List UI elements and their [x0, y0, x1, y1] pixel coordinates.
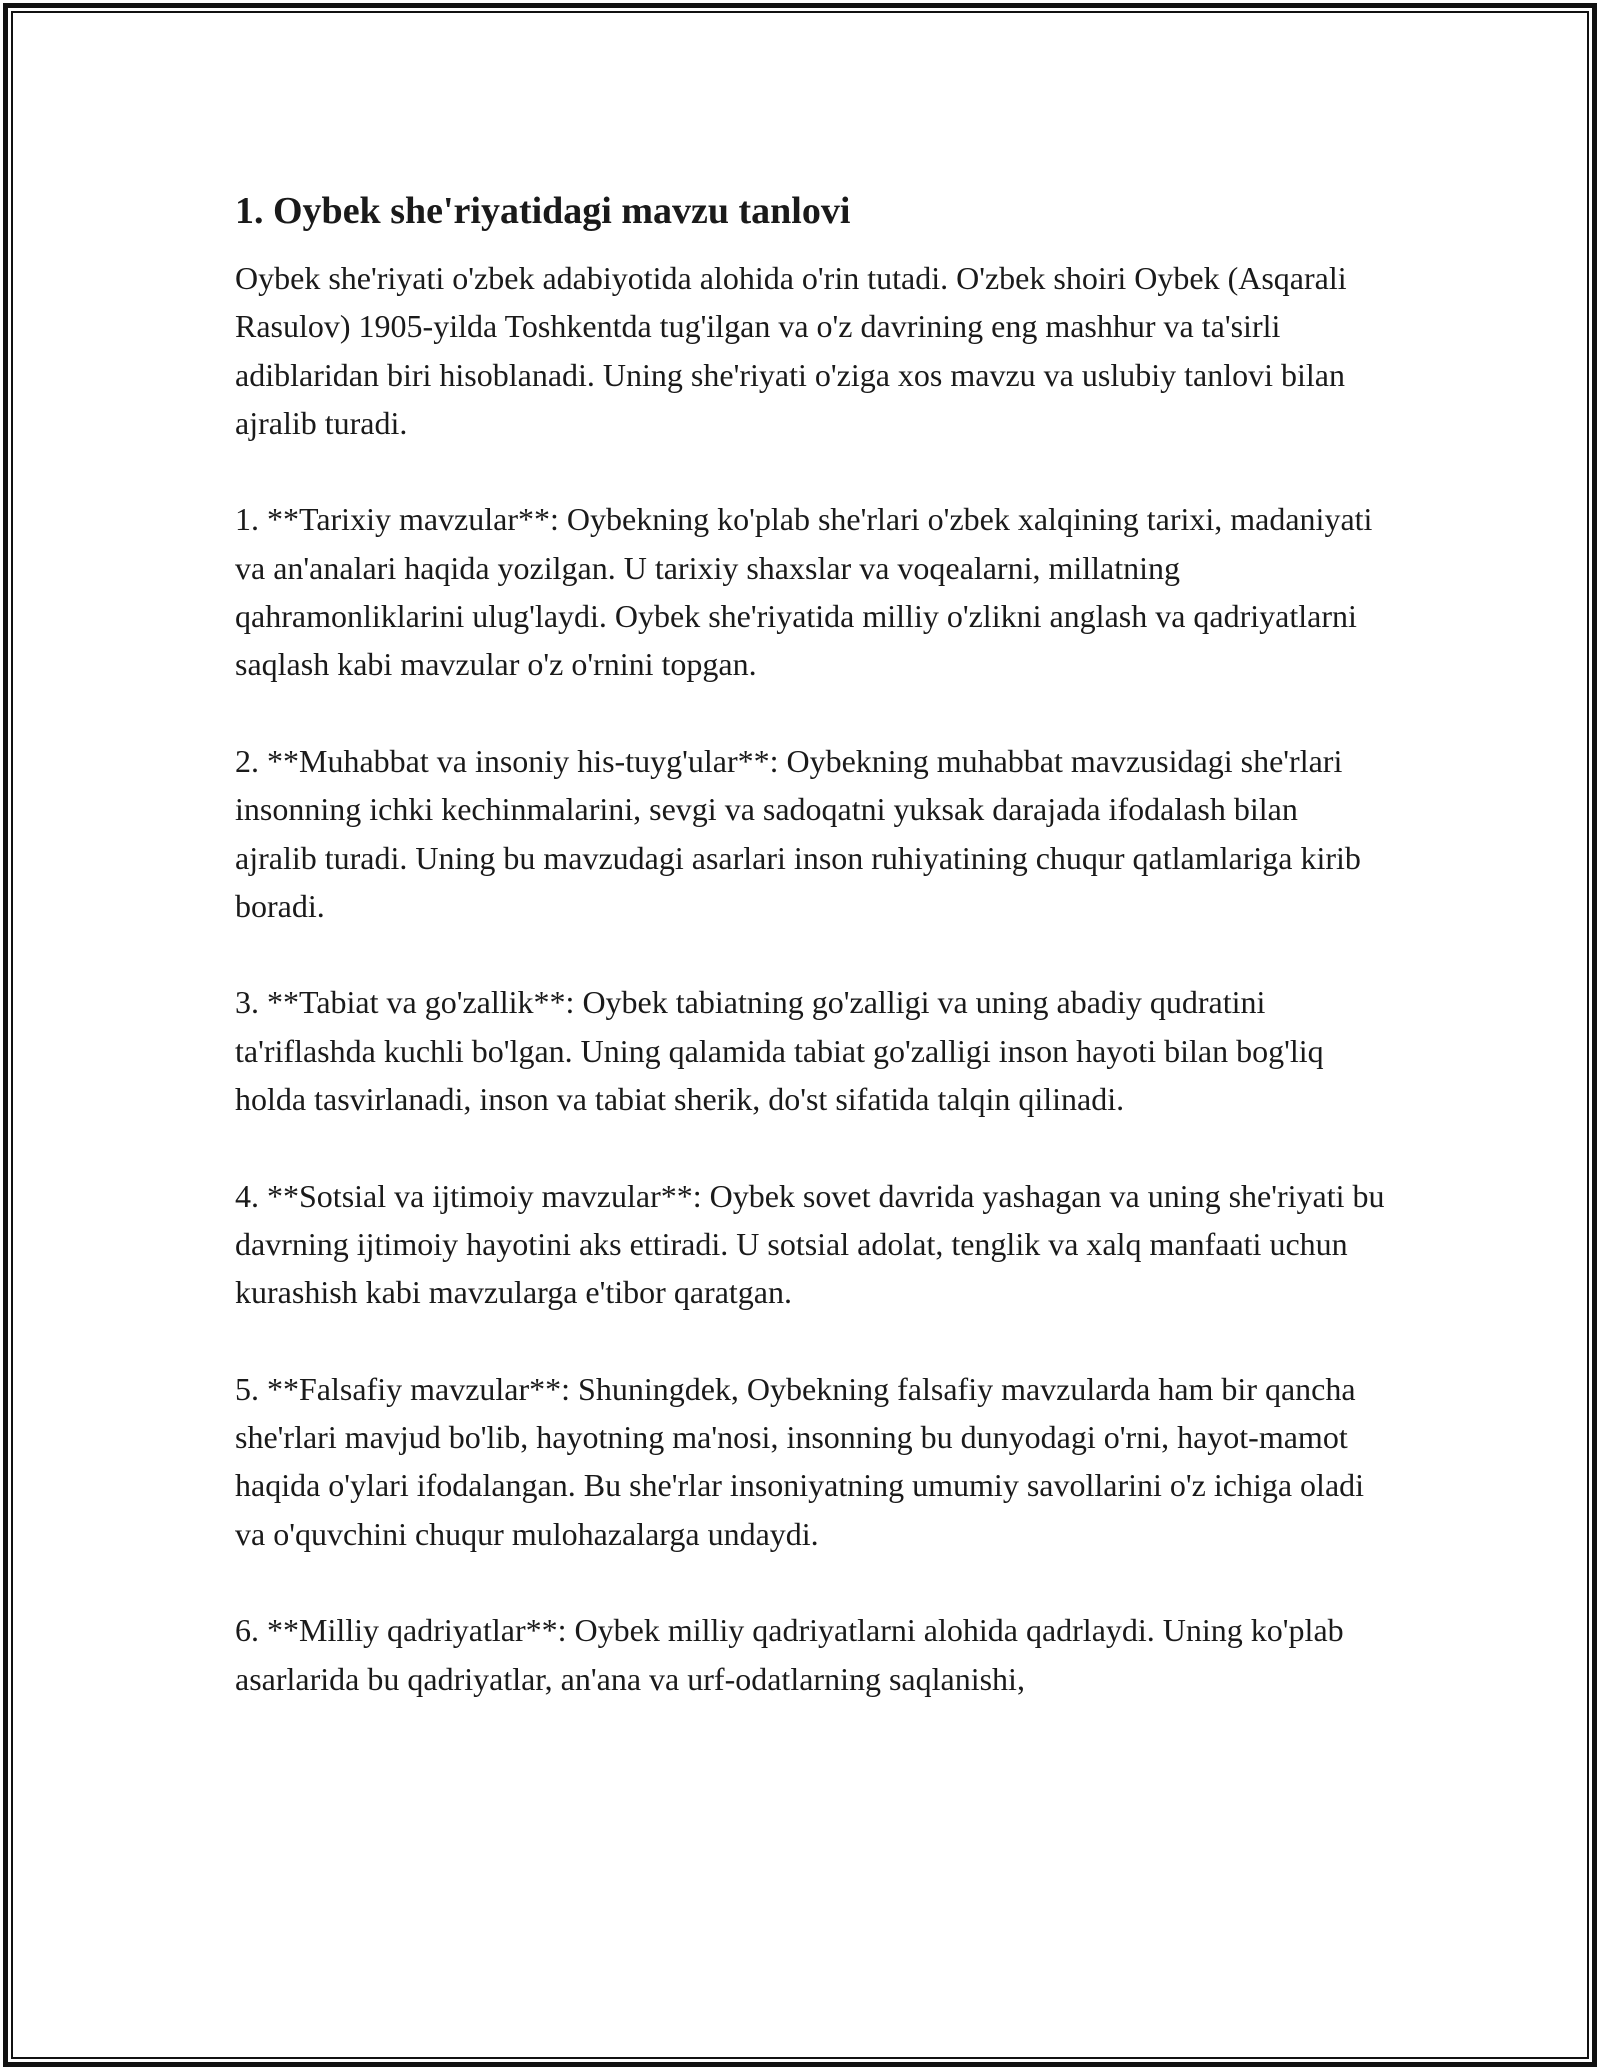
- list-item-philosophical-themes: 5. **Falsafiy mavzular**: Shuningdek, Oybekning falsafiy mavzularda ham bir qancha she'rlari mavjud bo'lib, hayotning ma'nosi, insonning bu dunyodagi o'rni, hayot-mamot haqida o'ylari ifodalangan. Bu she'rlar insoniyatning umumiy savollarini o'z ichiga oladi va o'quvchini chuqur mulohazalarga undaydi.: [235, 1370, 1365, 1552]
- list-item-national-values: 6. **Milliy qadriyatlar**: Oybek milliy qadriyatlarni alohida qadrlaydi. Uning ko'plab asarlarida bu qadriyatlar, an'ana va urf-odatlarning saqlanishi,: [235, 1612, 1344, 1697]
- intro-paragraph: Oybek she'riyati o'zbek adabiyotida alohida o'rin tutadi. O'zbek shoiri Oybek (Asqarali Rasulov) 1905-yilda Toshkentda tug'ilgan va o'z davrining eng mashhur va ta'sirli adiblaridan biri hisoblanadi. Uning she'riyati o'ziga xos mavzu va uslubiy tanlovi bilan ajralib turadi.: [235, 260, 1347, 441]
- list-item-love-feelings: 2. **Muhabbat va insoniy his-tuyg'ular**: Oybekning muhabbat mavzusidagi she'rlari insonning ichki kechinmalarini, sevgi va sadoqatni yuksak darajada ifodalash bilan ajralib turadi. Uning bu mavzudagi asarlari inson ruhiyatining chuqur qatlamlariga kirib boradi.: [235, 742, 1361, 924]
- list-item-nature-beauty: 3. **Tabiat va go'zallik**: Oybek tabiatning go'zalligi va uning abadiy qudratini ta'riflashda kuchli bo'lgan. Uning qalamida tabiat go'zalligi inson hayoti bilan bog'liq holda tasvirlanadi, inson va tabiat sherik, do'st sifatida talqin qilinadi.: [235, 984, 1324, 1118]
- list-item-historical-themes: 1. **Tarixiy mavzular**: Oybekning ko'plab she'rlari o'zbek xalqining tarixi, madaniyati va an'analari haqida yozilgan. U tarixiy shaxslar va voqealarni, millatning qahramonliklarini ulug'laydi. Oybek she'riyatida milliy o'zlikni anglash va qadriyatlarni saqlash kabi mavzular o'z o'rnini topgan.: [235, 501, 1373, 683]
- section-heading: 1. Oybek she'riyatidagi mavzu tanlovi: [235, 190, 851, 232]
- list-item-social-themes: 4. **Sotsial va ijtimoiy mavzular**: Oybek sovet davrida yashagan va uning she'riyati bu davrning ijtimoiy hayotini aks ettiradi. U sotsial adolat, tenglik va xalq manfaati uchun kurashish kabi mavzularga e'tibor qaratgan.: [235, 1177, 1385, 1311]
- document-body: [235, 186, 1385, 1751]
